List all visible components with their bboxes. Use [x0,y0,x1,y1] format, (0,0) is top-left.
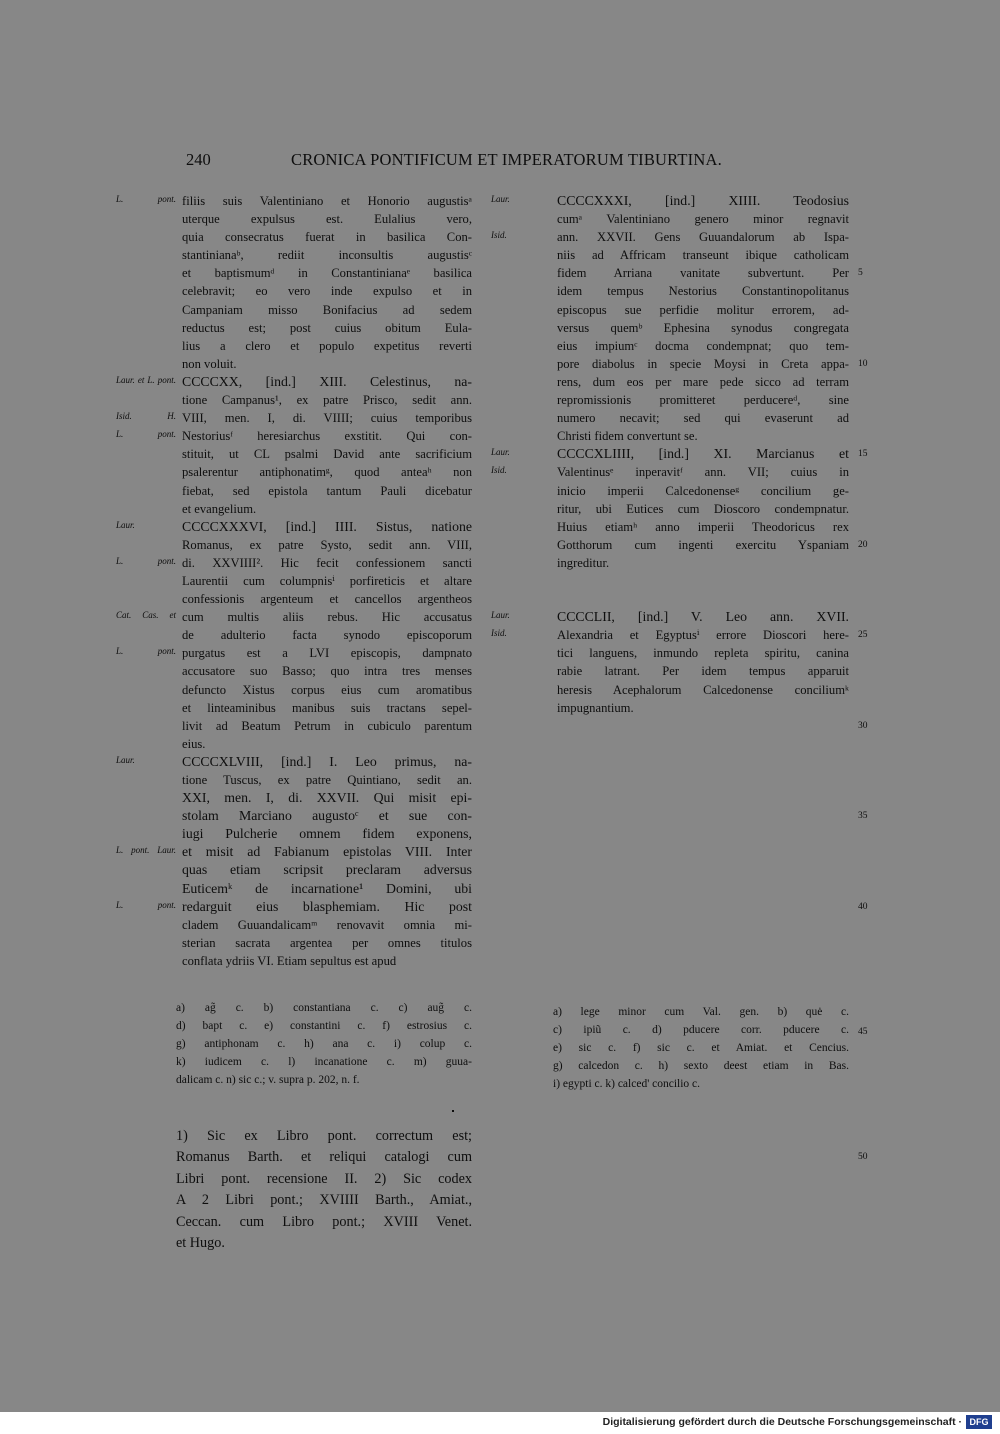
right-column-line-text: Huius etiamʰ anno imperii Theodoricus rex [557,519,849,534]
right-column-line-text: niis ad Affricam transeunt ibique catholicam [557,248,849,263]
note-line: 1) Sic ex Libro pont. correctum est; [176,1128,472,1144]
margin-source-note: L. pont. [116,899,176,910]
left-column-line [116,753,472,771]
line-number: 15 [858,449,868,460]
left-column-line-text: accusatore suo Basso; quo intra tres menses [182,664,472,679]
left-column-line-text: purgatus est a LVI episcopis, dampnato [182,646,472,661]
left-column-line [182,699,472,717]
right-column-line [557,301,849,319]
left-column-line-text: Nestoriusᶠ heresiarchus exstitit. Qui con- [182,429,472,444]
right-column-line-text: ann. XXVII. Gens Guuandalorum ab Ispa- [557,230,849,245]
margin-source-note: Cat. Cas. et [116,610,176,621]
left-column-line-text: non voluit. [182,356,237,371]
line-number: 30 [858,720,868,731]
right-column-line [557,681,849,699]
margin-source-note: Laur. [491,610,510,621]
right-column-line [557,572,849,590]
left-column-line [116,554,472,572]
line-number: 5 [858,268,863,279]
left-column-line [116,843,472,861]
left-column-line-text: stolam Marciano augustoᶜ et sue con- [182,808,472,824]
margin-source-note: L. pont. [116,646,176,657]
dfg-logo-icon: DFG [966,1415,992,1429]
footnote-line: g) calcedon c. h) sexto deest etiam in Bas. [553,1059,849,1072]
left-column-line [116,427,472,445]
left-column-line-text: Campaniam misso Bonifacius ad sedem [182,302,472,317]
left-column-line [116,409,472,427]
left-column-line-text: celebravit; eo vero inde expulso et in [182,284,472,299]
left-column-line-text: Euticemᵏ de incarnatione¹ Domini, ubi [182,880,472,896]
line-number: 35 [858,811,868,822]
margin-source-note: L. pont. [116,429,176,440]
left-column-line [182,337,472,355]
margin-source-note: Laur. [116,519,135,530]
dfg-banner [0,1412,1000,1434]
dfg-credit-text: Digitalisierung gefördert durch die Deutsche Forschungsgemeinschaft · [602,1416,962,1428]
footnote-line: i) egypti c. k) calced' concilio c. [553,1077,701,1090]
right-column-line [491,608,849,626]
note-line: Libri pont. recensione II. 2) Sic codex [176,1170,472,1187]
left-column-line [182,301,472,319]
margin-source-note: L. pont. [116,555,176,566]
note-line: Romanus Barth. et reliqui catalogi cum [176,1149,472,1166]
right-column-line [557,264,849,282]
right-column-line-text: Valentinusᵉ inperavitᶠ ann. VII; cuius in [557,465,849,480]
right-column-line [557,409,849,427]
left-column-line-text: confessionis argenteum et cancellos argentheos [182,592,472,607]
margin-source-note: Isid. H. [116,411,176,422]
left-column-line [182,789,472,807]
left-column-line [182,735,472,753]
footnote-line: e) sic c. f) sic c. et Amiat. et Cencius. [553,1041,849,1054]
right-column-line-text: idem tempus Nestorius Constantinopolitanus [557,284,849,299]
left-column-line-text: livit ad Beatum Petrum in cubiculo parentum [182,718,472,733]
left-column-line [182,880,472,898]
left-column-line-text: et linteaminibus manibus suis tractans sepel- [182,700,472,715]
left-column-line-text: filiis suis Valentiniano et Honorio augustisᵃ [182,194,472,208]
left-column-line [182,771,472,789]
separator-dot [452,1110,454,1112]
right-column-line-text: inicio imperii Calcedonenseᵍ concilium ge- [557,483,849,498]
right-column-line [491,228,849,246]
right-column-line-text: CCCCXLIIII, [ind.] XI. Marcianus et [557,446,849,462]
right-column-line [491,463,849,481]
right-column-line [557,319,849,337]
left-column-line-text: reductus est; post cuius obitum Eula- [182,320,472,335]
left-column-line-text: stantinianaᵇ, rediit inconsultis augustisᶜ [182,248,472,263]
right-column-line-text: impugnantium. [557,700,634,715]
left-column-line [116,192,472,210]
left-column-line [182,807,472,825]
left-column-line [182,228,472,246]
running-title: CRONICA PONTIFICUM ET IMPERATORUM TIBURTINA. [291,150,722,169]
left-column-line [182,952,472,970]
left-column-line-text: et misit ad Fabianum epistolas VIII. Inter [182,844,472,860]
right-column-line-text: eius impiumᶜ docma condempnat; quo tem- [557,338,849,353]
left-column-line-text: redarguit eius blasphemiam. Hic post [182,898,472,914]
right-column-line-text: CCCCLII, [ind.] V. Leo ann. XVII. [557,609,849,625]
right-column-line [491,192,849,210]
right-column-line-text: rabie latrant. Per idem tempus apparuit [557,664,849,679]
right-column-line [557,282,849,300]
right-column-line [557,246,849,264]
right-column-line [557,536,849,554]
right-column-line-text: rens, dum eos per mare pede sicco ad terram [557,374,849,389]
footnote-line: dalicam c. n) sic c.; v. supra p. 202, n. f. [176,1073,360,1086]
right-column-line [557,373,849,391]
footnote-line: c) ipiũ c. d) pducere corr. pducere c. [553,1023,849,1036]
right-column-line-text: fidem Arriana vanitate subvertunt. Per [557,266,849,281]
line-number: 25 [858,630,868,641]
left-column-line [116,608,472,626]
right-column-line-text: cumᵃ Valentiniano genero minor regnavit [557,212,849,227]
footnote-line: k) iudicem c. l) incanatione c. m) guua- [176,1055,472,1068]
margin-source-note: L. pont. [116,194,176,204]
editorial-notes [176,1126,472,1254]
left-column-line-text: stituit, ut CL psalmi David ante sacrificium [182,447,472,462]
line-number: 10 [858,358,868,369]
right-column-line [557,699,849,717]
left-column-line-text: XXI, men. I, di. XXVII. Qui misit epi- [182,790,472,806]
right-column-line [557,554,849,572]
note-line: et Hugo. [176,1234,225,1251]
right-column-line-text: tici languens, inmundo repleta spiritu, canina [557,646,849,661]
margin-source-note: Laur. [491,194,510,204]
left-column-line [182,500,472,518]
right-column-line [557,644,849,662]
left-column-line-text: eius. [182,736,206,751]
right-column-line [491,445,849,463]
left-column-line-text: di. XXVIIII². Hic fecit confessionem sancti [182,555,472,570]
left-column-line [182,463,472,481]
left-column-line-text: de adulterio facta synodo episcoporum [182,628,472,643]
left-column-line-text: et baptismumᵈ in Constantinianaᵉ basilica [182,266,472,281]
footnotes-left [176,1000,472,1089]
left-column-line [182,319,472,337]
left-column-line [182,916,472,934]
footnote-line: d) bapt c. e) constantini c. f) estrosius c. [176,1019,472,1032]
left-column-line [182,626,472,644]
left-column-line [182,282,472,300]
left-column-line [182,662,472,680]
left-column-line-text: et evangelium. [182,501,257,516]
left-column-line [182,246,472,264]
right-column-line-text: ritur, ubi Eutices cum Dioscoro condempnatur. [557,501,849,516]
left-column-line-text: tione Campanus¹, ex patre Prisco, sedit ann. [182,393,472,408]
left-column-line-text: VIII, men. I, di. VIIII; cuius temporibus [182,411,472,426]
right-column-line [557,427,849,445]
footnote-line: a) lege minor cum Val. gen. b) quė c. [553,1006,849,1018]
right-column-line-text: episcopus sue perfidie molitur errorem, ad- [557,302,849,317]
left-column-line [182,482,472,500]
left-text-column [116,192,472,970]
left-column-line [182,861,472,879]
footnotes-right [553,1004,849,1093]
left-column-line [182,355,472,373]
margin-source-note: Isid. [491,628,507,639]
right-column-line [557,391,849,409]
left-column-line-text: fiebat, sed epistola tantum Pauli dicebatur [182,483,472,498]
left-column-line-text: iugi Pulcherie omnem fidem exponens, [182,826,472,842]
left-column-line-text: CCCCXX, [ind.] XIII. Celestinus, na- [182,373,472,389]
right-text-column [491,192,849,717]
margin-source-note: Isid. [491,465,507,476]
left-column-line-text: lius a clero et populo expetitus reverti [182,338,472,353]
right-column-line-text: Gotthorum cum ingenti exercitu Yspaniam [557,537,849,552]
line-number: 40 [858,901,868,912]
right-column-line-text: Alexandria et Egyptusⁱ errore Dioscori here- [557,628,849,643]
left-column-line [116,644,472,662]
left-column-line [182,391,472,409]
note-line: A 2 Libri pont.; XVIIII Barth., Amiat., [176,1192,472,1209]
left-column-line-text: quia consecratus fuerat in basilica Con- [182,230,472,245]
left-column-line-text: Laurentii cum columpnisⁱ porfireticis et altare [182,573,472,588]
page-number: 240 [186,150,211,169]
margin-source-note: Laur. [491,447,510,458]
footnote-line: a) ag̃ c. b) constantiana c. c) aug̃ c. [176,1002,472,1014]
margin-source-note: Laur. et L. pont. [116,374,176,385]
right-column-line [557,337,849,355]
right-column-line-text: versus quemᵇ Ephesina synodus congregata [557,320,849,335]
left-column-line-text: uterque expulsus est. Eulalius vero, [182,212,472,227]
right-column-line-text: ingreditur. [557,555,610,570]
left-column-line [182,590,472,608]
left-column-line-text: CCCCXLVIII, [ind.] I. Leo primus, na- [182,753,472,769]
left-column-line [182,572,472,590]
left-column-line [182,825,472,843]
left-column-line-text: sterian sacrata argentea per omnes titulos [182,935,472,950]
left-column-line-text: defuncto Xistus corpus eius cum aromatibus [182,682,472,697]
left-column-line [182,445,472,463]
left-column-line [182,210,472,228]
right-column-line [557,518,849,536]
left-column-line-text: tione Tuscus, ex patre Quintiano, sedit an. [182,773,472,787]
note-line: Ceccan. cum Libro pont.; XVIII Venet. [176,1213,472,1230]
right-column-line-text: heresis Acephalorum Calcedonense conciliumᵏ [557,682,849,697]
left-column-line [116,898,472,916]
left-column-line [182,264,472,282]
right-column-line-text: pore diabolus in specie Moysi in Creta appa- [557,356,849,371]
left-column-line [182,681,472,699]
left-column-line-text: psalerentur antiphonatimᵍ, quod anteaʰ non [182,465,472,480]
right-column-line [491,626,849,644]
left-column-line-text: Romanus, ex patre Systo, sedit ann. VIII, [182,537,472,552]
right-column-line [557,355,849,373]
left-column-line [182,536,472,554]
right-column-line [557,662,849,680]
line-number: 50 [858,1152,868,1162]
left-column-line-text: cum multis aliis rebus. Hic accusatus [182,610,472,625]
left-column-line [182,934,472,952]
right-column-line-text: repromissionis promitteret perducereᵈ, sine [557,393,849,408]
right-column-line [557,500,849,518]
left-column-line [182,717,472,735]
margin-source-note: Laur. [116,754,135,765]
left-column-line [116,518,472,536]
right-column-line-text: Christi fidem convertunt se. [557,429,698,444]
right-column-line-text: CCCCXXXI, [ind.] XIIII. Teodosius [557,193,849,208]
margin-source-note: L. pont. Laur. [116,845,176,856]
line-number: 45 [858,1027,868,1037]
right-column-line [557,210,849,228]
right-column-line-text: numero necavit; sed qui evaserunt ad [557,411,849,426]
line-number: 20 [858,539,868,550]
right-column-line [557,590,849,608]
margin-source-note: Isid. [491,230,507,241]
footnote-line: g) antiphonam c. h) ana c. i) colup c. [176,1037,472,1050]
left-column-line-text: cladem Guuandalicamᵐ renovavit omnia mi- [182,917,472,932]
right-column-line [557,482,849,500]
left-column-line [116,373,472,391]
left-column-line-text: conflata ydriis VI. Etiam sepultus est apud [182,953,397,968]
left-column-line-text: CCCCXXXVI, [ind.] IIII. Sistus, natione [182,518,472,534]
left-column-line-text: quas etiam scripsit preclaram adversus [182,862,472,878]
